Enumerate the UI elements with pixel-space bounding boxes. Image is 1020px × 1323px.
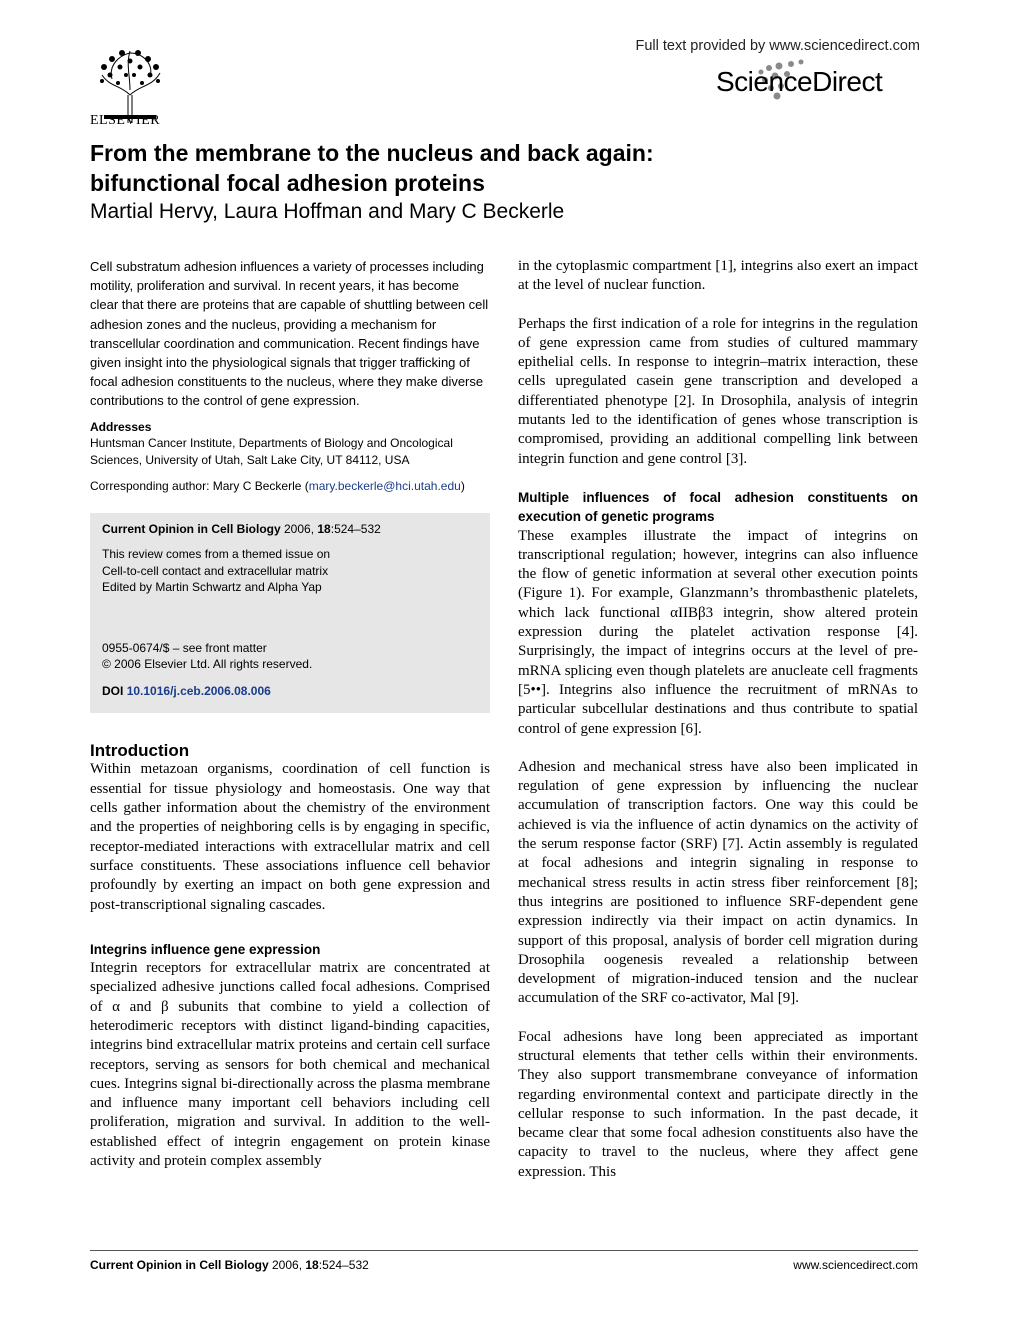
email-link[interactable]: mary.beckerle@hci.utah.edu [308, 479, 461, 494]
right-paragraph-3: Adhesion and mechanical stress have also been implicated in regulation of gene expression by influencing the nuclear accumulation of transcription factors. One way this could be achieved is via the influence of actin dynamics on the activity of the serum response factor (SRF) [7]. Actin assembly is regulated at focal adhesions and integrin signaling in response to mechanical stress results in actin stress fiber reinforcement [8]; thus integrins are positioned to influence SRF-dependent gene expression indirectly via their impact on actin dynamics. In support of this proposal, analysis of border cell migration during Drosophila oogenesis revealed a relationship between development of migration-induced tension and the nuclear accumulation of the SRF co-activator, Mal [9]. [518, 758, 918, 1007]
footer-pages: :524–532 [318, 1258, 369, 1272]
footer-divider [90, 1250, 918, 1251]
addresses-text: Huntsman Cancer Institute, Departments of Biology and Oncological Sciences, University of Utah, Salt Lake City, UT 84112, USA [90, 436, 453, 467]
article-info-box [90, 513, 490, 714]
info-themed-3: Edited by Martin Schwartz and Alpha Yap [102, 580, 322, 595]
integrins-paragraph: Integrin receptors for extracellular matrix are concentrated at specialized adhesive junctions called focal adhesions. Comprised of α and β subunits that combine to yield a collection of heterodimeric receptors with distinct ligand-binding capacities, integrins bind extracellular matrix proteins and certain cell surface receptors, serving as sensors for both chemical and mechanical cues. Integrins signal bi-directionally across the plasma membrane and influence many important cell behaviors including cell proliferation, migration and survival. In addition to the well-established effect of integrin engagement on protein kinase activity and protein complex assembly [90, 960, 490, 1170]
title-line-2: bifunctional focal adhesion proteins [90, 170, 485, 196]
footer-volume: 18 [305, 1258, 319, 1272]
info-issn: 0955-0674/$ – see front matter [102, 640, 267, 655]
corresponding-suffix: ) [460, 479, 465, 494]
info-pages: :524–532 [330, 521, 381, 536]
introduction-section [90, 741, 490, 1171]
footer-journal: Current Opinion in Cell Biology [90, 1258, 269, 1272]
article-authors: Martial Hervy, Laura Hoffman and Mary C Beckerle [90, 200, 565, 223]
title-line-1: From the membrane to the nucleus and back again: [90, 140, 654, 166]
info-journal: Current Opinion in Cell Biology [102, 521, 281, 536]
integrins-heading: Integrins influence gene expression [90, 941, 321, 957]
addresses-block [90, 419, 490, 469]
corresponding-author [90, 478, 490, 495]
sciencedirect-brand: ScienceDirect [716, 66, 883, 97]
corresponding-prefix: Corresponding author: Mary C Beckerle ( [90, 479, 309, 494]
introduction-heading: Introduction [90, 741, 190, 761]
right-column [518, 257, 918, 1182]
right-paragraph-1: Perhaps the first indication of a role for integrins in the regulation of gene expression came from studies of cultured mammary epithelial cells. In response to integrin–matrix interaction, these cells upregulated casein gene transcription and developed a differentiated phenotype [2]. In Drosophila, analysis of integrin mutants led to the identification of genes whose transcription is compromised, providing an additional compelling link between integrin function and gene control [3]. [518, 315, 918, 467]
provided-by-line: Full text provided by www.sciencedirect.com [635, 38, 920, 54]
info-doi-label: DOI [102, 683, 124, 698]
footer-year: 2006, [268, 1258, 306, 1272]
abstract: Cell substratum adhesion influences a variety of processes including motility, proliferation and survival. In recent years, it has become clear that there are proteins that are capable of shuttling between cell adhesion zones and the nucleus, providing a mechanism for transcellular coordination and communication. Recent findings have given insight into the physiological signals that trigger trafficking of focal adhesion constituents to the nucleus, where they make diverse contributions to the control of gene expression. [90, 259, 489, 409]
addresses-label: Addresses [90, 419, 152, 434]
footer-citation [90, 1258, 369, 1272]
elsevier-wordmark: ELSEVIER [90, 113, 161, 128]
multiple-influences-heading: Multiple influences of focal adhesion constituents on execution of genetic programs [518, 489, 918, 525]
info-year: 2006, [280, 521, 318, 536]
info-themed-2: Cell-to-cell contact and extracellular matrix [102, 563, 329, 578]
info-volume: 18 [317, 521, 331, 536]
doi-link[interactable]: 10.1016/j.ceb.2006.08.006 [126, 683, 271, 698]
info-copyright: © 2006 Elsevier Ltd. All rights reserved. [102, 657, 313, 672]
right-paragraph-0: in the cytoplasmic compartment [1], integrins also exert an impact at the level of nuclear function. [518, 258, 918, 294]
info-themed-1: This review comes from a themed issue on [102, 547, 331, 562]
right-paragraph-2: These examples illustrate the impact of integrins on transcriptional regulation; however, integrins can also influence the flow of genetic information at several other execution points (Figure 1). For example, Glanzmann’s thrombasthenic platelets, which lack functional αIIBβ3 integrin, show altered protein expression during the platelet activation response [4]. Surprisingly, the impact of integrins occurs at the level of pre-mRNA splicing even though platelets are anucleate cell fragments [5••]. Integrins also influence the recruitment of mRNAs to particular subcellular destinations and thus contribute to spatial control of gene expression [6]. [518, 527, 918, 737]
footer-site-link[interactable]: www.sciencedirect.com [793, 1258, 918, 1272]
introduction-paragraph: Within metazoan organisms, coordination of cell function is essential for tissue physiology and homeostasis. One way that cells gather information about the chemistry of the environment and the properties of neighboring cells is by engaging in specific, receptor-mediated interactions with extracellular matrix and cell surface constituents. These associations influence cell behavior profoundly by exerting an impact on both gene expression and post-transcriptional signaling cascades. [90, 761, 490, 913]
right-paragraph-4: Focal adhesions have long been appreciated as important structural elements that tether cells within their environments. They also support transmembrane conveyance of information regarding environmental context and participate directly in the cellular response to such information. In the past decade, it became clear that some focal adhesion constituents also have the capacity to travel to the nucleus, where they affect gene expression. This [518, 1028, 918, 1180]
article-title [90, 138, 930, 198]
